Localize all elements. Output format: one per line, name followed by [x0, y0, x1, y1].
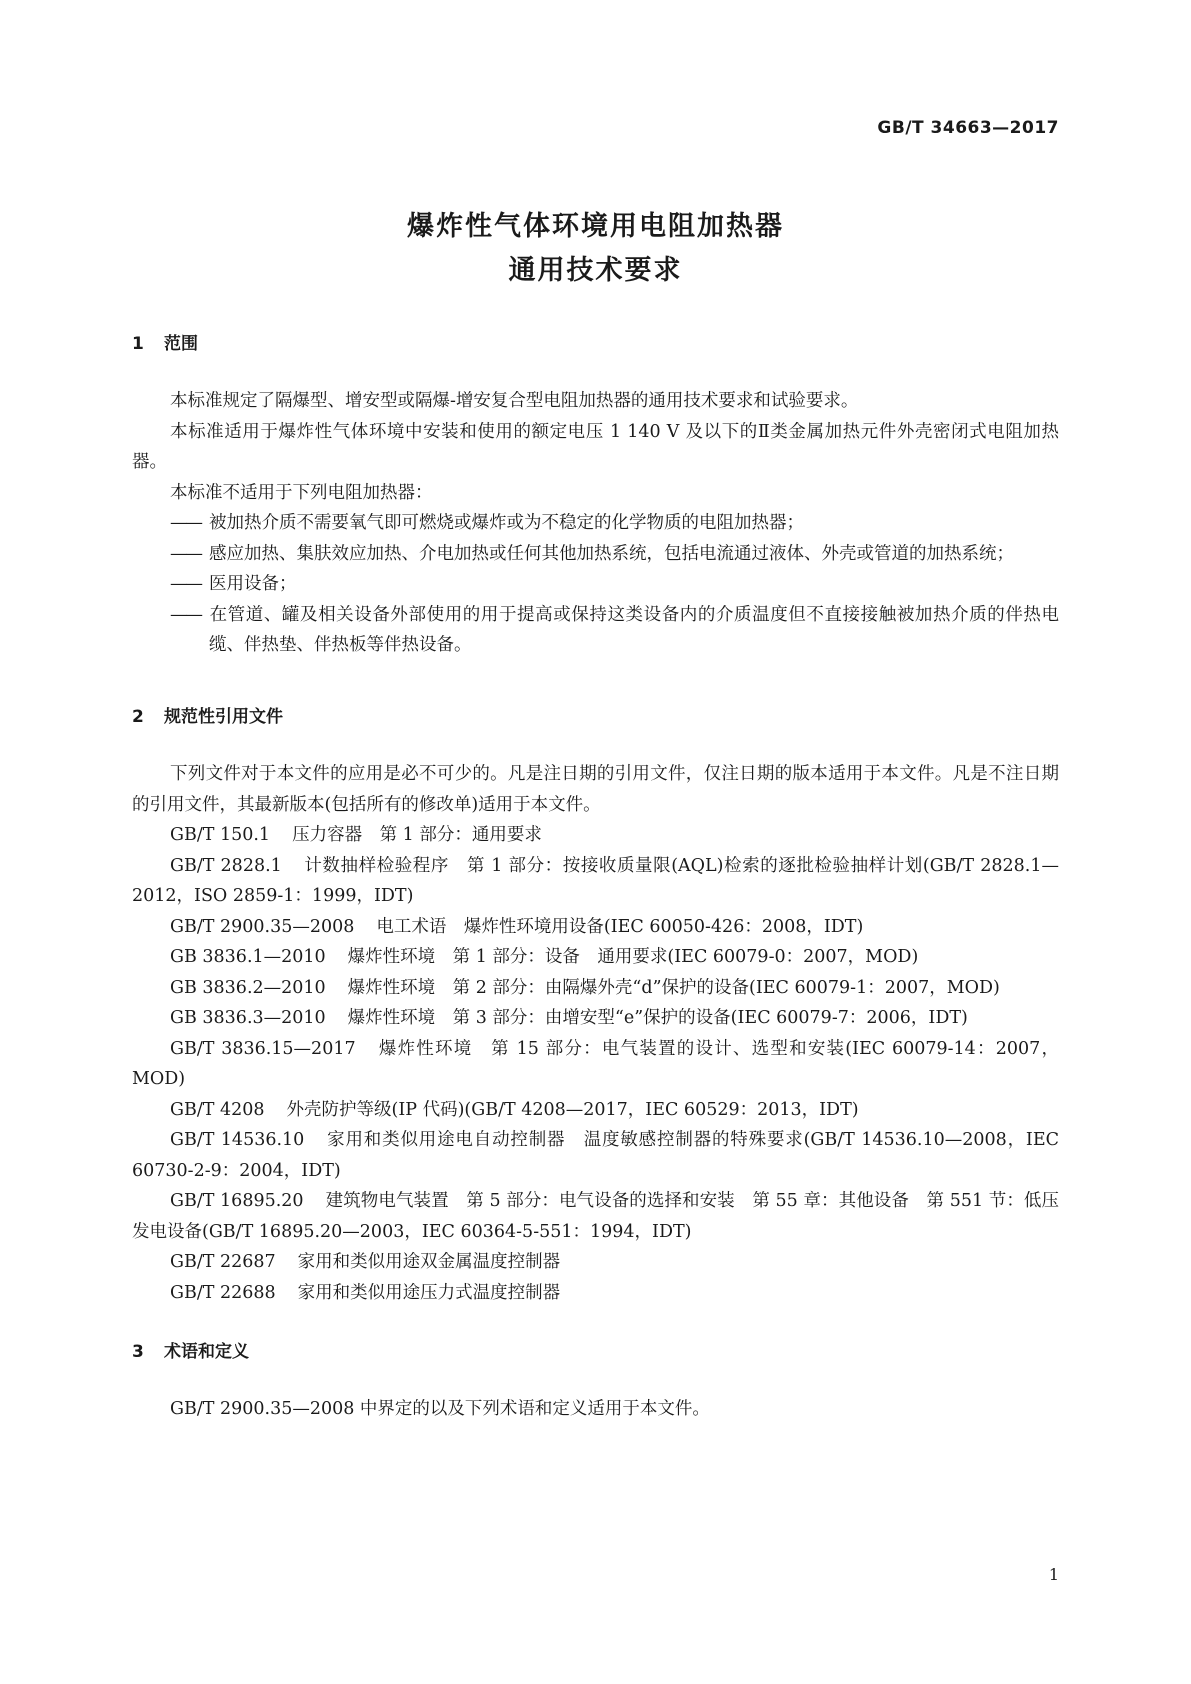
reference-title: 爆炸性环境 第 2 部分：由隔爆外壳“d”保护的设备(IEC 60079-1：2007，MOD) — [347, 977, 1000, 998]
list-item — [132, 569, 1059, 600]
paragraph: GB/T 2900.35—2008 中界定的以及下列术语和定义适用于本文件。 — [170, 1399, 710, 1419]
reference-title: 爆炸性环境 第 1 部分：设备 通用要求(IEC 60079-0：2007，MOD) — [347, 947, 919, 967]
title-line-2: 通用技术要求 — [508, 255, 683, 286]
section-heading — [132, 330, 1059, 358]
reference-item — [132, 851, 1059, 912]
reference-code: GB/T 2900.35—2008 — [170, 916, 355, 937]
reference-item — [132, 1003, 1059, 1034]
reference-code: GB 3836.3—2010 — [170, 1008, 326, 1028]
list-item-text: 医用设备； — [209, 574, 297, 594]
standard-number: GB/T 34663—2017 — [877, 118, 1059, 138]
paragraph: 本标准规定了隔爆型、增安型或隔爆-增安复合型电阻加热器的通用技术要求和试验要求。 — [170, 391, 859, 411]
section-title: 范围 — [164, 334, 198, 354]
paragraph: 下列文件对于本文件的应用是必不可少的。凡是注日期的引用文件，仅注日期的版本适用于本文件。凡是不注日期的引用文件，其最新版本(包括所有的修改单)适用于本文件。 — [132, 764, 1059, 815]
reference-code: GB/T 4208 — [170, 1099, 265, 1120]
dash-mark: —— — [170, 513, 201, 533]
reference-code: GB/T 14536.10 — [170, 1130, 305, 1150]
reference-item — [132, 1186, 1059, 1247]
reference-item — [132, 912, 1059, 943]
reference-title: 压力容器 第 1 部分：通用要求 — [292, 825, 542, 845]
list-item — [132, 508, 1059, 539]
reference-item — [132, 820, 1059, 851]
reference-item — [132, 973, 1059, 1004]
reference-code: GB/T 16895.20 — [170, 1191, 304, 1211]
reference-item — [132, 1125, 1059, 1186]
list-item-text: 感应加热、集肤效应加热、介电加热或任何其他加热系统，包括电流通过液体、外壳或管道的加热系统； — [209, 543, 1014, 564]
reference-title: 爆炸性环境 第 15 部分：电气装置的设计、选型和安装(IEC 60079-14：2007，MOD) — [132, 1038, 1060, 1089]
reference-title: 电工术语 爆炸性环境用设备(IEC 60050-426：2008，IDT) — [376, 916, 864, 937]
section-number: 1 — [132, 334, 144, 354]
reference-item — [132, 1278, 1059, 1309]
reference-title: 计数抽样检验程序 第 1 部分：按接收质量限(AQL)检索的逐批检验抽样计划(GB/T 2828.1—2012，ISO 2859-1：1999，IDT) — [132, 855, 1059, 906]
dash-mark: —— — [170, 574, 201, 594]
reference-title: 爆炸性环境 第 3 部分：由增安型“e”保护的设备(IEC 60079-7：2006，IDT) — [347, 1008, 968, 1028]
reference-code: GB 3836.1—2010 — [170, 947, 326, 967]
reference-code: GB/T 150.1 — [170, 825, 271, 845]
reference-code: GB/T 22687 — [170, 1252, 276, 1272]
section-number: 3 — [132, 1342, 144, 1362]
reference-item — [132, 1034, 1059, 1095]
dash-mark: —— — [170, 543, 201, 564]
reference-code: GB 3836.2—2010 — [170, 977, 326, 998]
section-heading — [132, 1338, 1059, 1366]
section-title: 规范性引用文件 — [164, 707, 283, 727]
section-terms-definitions — [132, 1338, 1059, 1425]
reference-title: 家用和类似用途双金属温度控制器 — [297, 1252, 561, 1272]
section-heading — [132, 703, 1059, 731]
paragraph: 本标准不适用于下列电阻加热器： — [170, 482, 433, 503]
document-title — [0, 205, 1191, 293]
title-line-1: 爆炸性气体环境用电阻加热器 — [407, 211, 784, 242]
reference-title: 建筑物电气装置 第 5 部分：电气设备的选择和安装 第 55 章：其他设备 第 551 节：低压发电设备(GB/T 16895.20—2003，IEC 60364-5-551：1994，IDT) — [132, 1191, 1059, 1242]
reference-code: GB/T 3836.15—2017 — [170, 1038, 356, 1059]
section-scope — [132, 330, 1059, 661]
list-item — [132, 539, 1059, 570]
dash-mark: —— — [170, 604, 201, 625]
section-normative-references — [132, 703, 1059, 1308]
page-number: 1 — [1048, 1565, 1059, 1584]
reference-code: GB/T 22688 — [170, 1282, 276, 1303]
reference-title: 家用和类似用途电自动控制器 温度敏感控制器的特殊要求(GB/T 14536.10—2008，IEC 60730-2-9：2004，IDT) — [132, 1130, 1059, 1181]
reference-code: GB/T 2828.1 — [170, 855, 282, 876]
list-item — [132, 600, 1059, 661]
reference-item — [132, 942, 1059, 973]
reference-item — [132, 1095, 1059, 1126]
list-item-text: 被加热介质不需要氧气即可燃烧或爆炸或为不稳定的化学物质的电阻加热器； — [209, 513, 804, 533]
reference-title: 家用和类似用途压力式温度控制器 — [297, 1282, 561, 1303]
list-item-text: 在管道、罐及相关设备外部使用的用于提高或保持这类设备内的介质温度但不直接接触被加热介质的伴热电缆、伴热垫、伴热板等伴热设备。 — [209, 604, 1059, 655]
section-number: 2 — [132, 707, 144, 727]
reference-title: 外壳防护等级(IP 代码)(GB/T 4208—2017，IEC 60529：2013，IDT) — [286, 1099, 859, 1120]
section-title: 术语和定义 — [164, 1342, 249, 1362]
paragraph: 本标准适用于爆炸性气体环境中安装和使用的额定电压 1 140 V 及以下的Ⅱ类金属加热元件外壳密闭式电阻加热器。 — [132, 421, 1059, 472]
reference-item — [132, 1247, 1059, 1278]
